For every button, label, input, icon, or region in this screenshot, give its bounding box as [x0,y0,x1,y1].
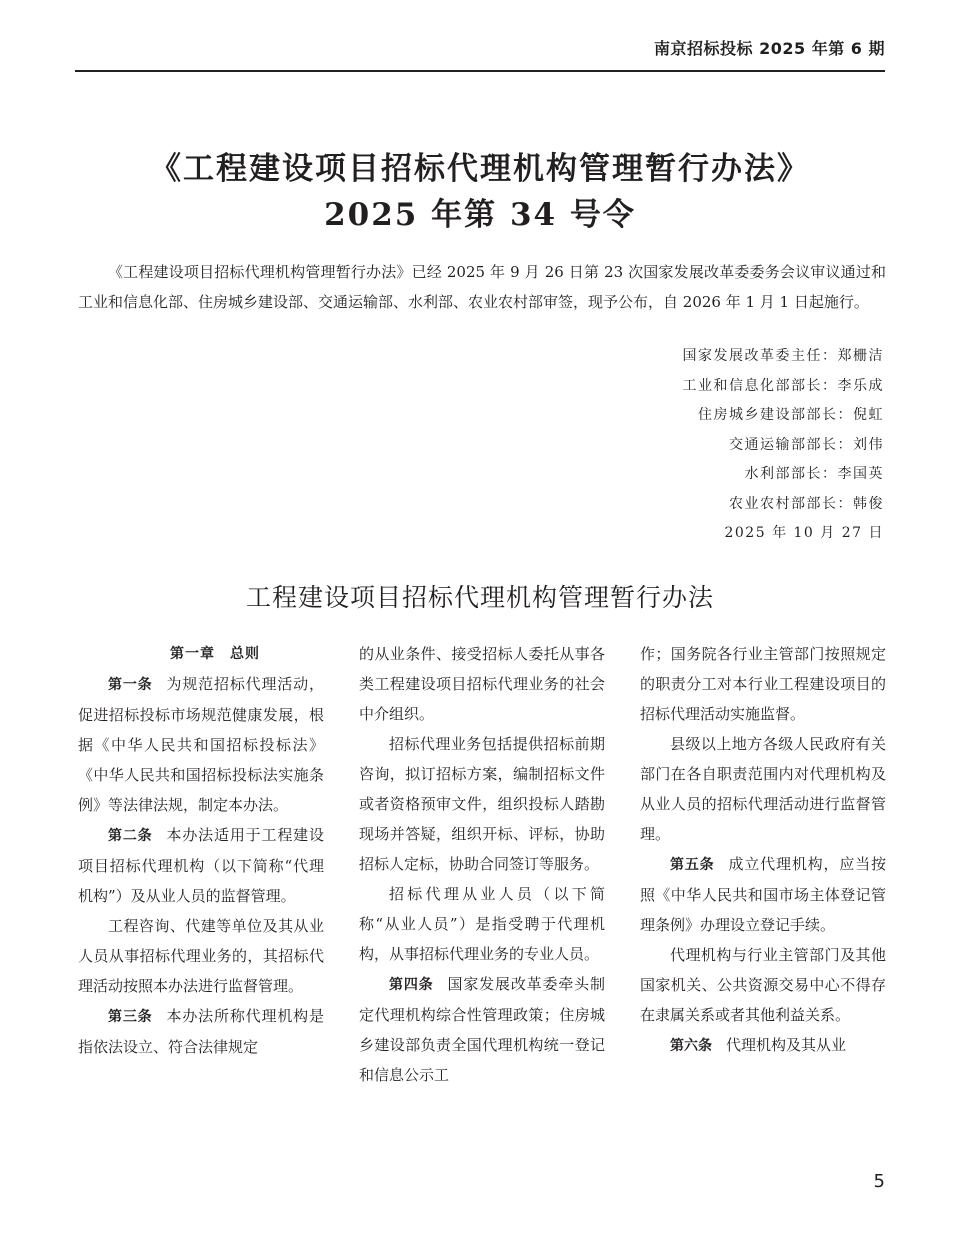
article-text: 为规范招标代理活动，促进招标投标市场规范健康发展，根据《中华人民共和国招标投标法》《中华人民共和国招标投标法实施条例》等法律法规，制定本办法。 [78,675,324,814]
article-label: 第三条 [108,1009,153,1025]
signature-line: 交通运输部部长：刘伟 [729,436,884,453]
text-column-3 [640,639,886,1061]
notice-title-line-2: 2025 年第 34 号令 [324,197,636,233]
signature-date: 2025 年 10 月 27 日 [724,525,884,541]
signature-line: 工业和信息化部部长：李乐成 [682,377,884,394]
paragraph: 招标代理业务包括提供招标前期咨询，拟订招标方案，编制招标文件或者资格预审文件，组织投标人踏勘现场并答疑，组织开标、评标，协助招标人定标，协助合同签订等服务。 [359,735,605,873]
signature-line: 住房城乡建设部部长：倪虹 [698,407,884,423]
paragraph: 代理机构与行业主管部门及其他国家机关、公共资源交易中心不得存在隶属关系或者其他利益关系。 [640,946,886,1024]
notice-title [75,146,885,238]
journal-issue: 南京招标投标 2025 年第 6 期 [654,39,885,58]
chapter-heading: 第一章 总则 [170,646,260,662]
article-paragraph [78,820,324,911]
paragraph-continued: 的从业条件、接受招标人委托从事各类工程建设项目招标代理业务的社会中介组织。 [359,645,605,723]
article-paragraph [78,669,324,820]
article-label: 第一条 [108,677,153,693]
signature-line: 国家发展改革委主任：郑栅洁 [682,348,884,364]
document-title: 工程建设项目招标代理机构管理暂行办法 [245,583,714,612]
paragraph-continued: 作；国务院各行业主管部门按照规定的职责分工对本行业工程建设项目的招标代理活动实施监督。 [640,645,886,723]
notice-body: 《工程建设项目招标代理机构管理暂行办法》已经 2025 年 9 月 26 日第 23 次国家发展改革委委务会议审议通过和工业和信息化部、住房城乡建设部、交通运输部、水利部、农业农村部审签，现予公布，自 2026 年 1 月 1 日起施行。 [78,263,886,311]
article-text: 本办法所称代理机构是指依法设立、符合法律规定 [78,1007,324,1056]
article-paragraph [359,969,605,1090]
article-paragraph [640,1030,886,1061]
paragraph: 招标代理从业人员（以下简称“从业人员”）是指受聘于代理机构，从事招标代理业务的专业人员。 [359,885,605,963]
article-label: 第六条 [670,1038,712,1054]
paragraph: 工程咨询、代建等单位及其从业人员从事招标代理业务的，其招标代理活动按照本办法进行监督管理。 [78,917,324,995]
notice-title-line-1: 《工程建设项目招标代理机构管理暂行办法》 [150,151,810,187]
article-text: 代理机构及其从业 [726,1036,847,1054]
article-paragraph [640,849,886,940]
text-column-2 [359,639,605,1090]
page-number: 5 [873,1171,885,1192]
paragraph: 县级以上地方各级人民政府有关部门在各自职责范围内对代理机构及从业人员的招标代理活动进行监督管理。 [640,735,886,843]
signature-line: 农业农村部部长：韩俊 [729,495,884,512]
article-text: 国家发展改革委牵头制定代理机构综合性管理政策；住房城乡建设部负责全国代理机构统一登记和信息公示工 [359,975,605,1084]
running-header [75,34,885,72]
text-column-1 [78,639,324,1062]
article-label: 第五条 [670,857,715,873]
signature-block [683,342,885,549]
article-text: 成立代理机构，应当按照《中华人民共和国市场主体登记管理条例》办理设立登记手续。 [640,855,886,934]
article-label: 第二条 [108,828,153,844]
article-label: 第四条 [389,977,434,993]
article-paragraph [78,1001,324,1062]
article-text: 本办法适用于工程建设项目招标代理机构（以下简称“代理机构”）及从业人员的监督管理。 [78,826,324,905]
signature-line: 水利部部长：李国英 [744,466,884,482]
